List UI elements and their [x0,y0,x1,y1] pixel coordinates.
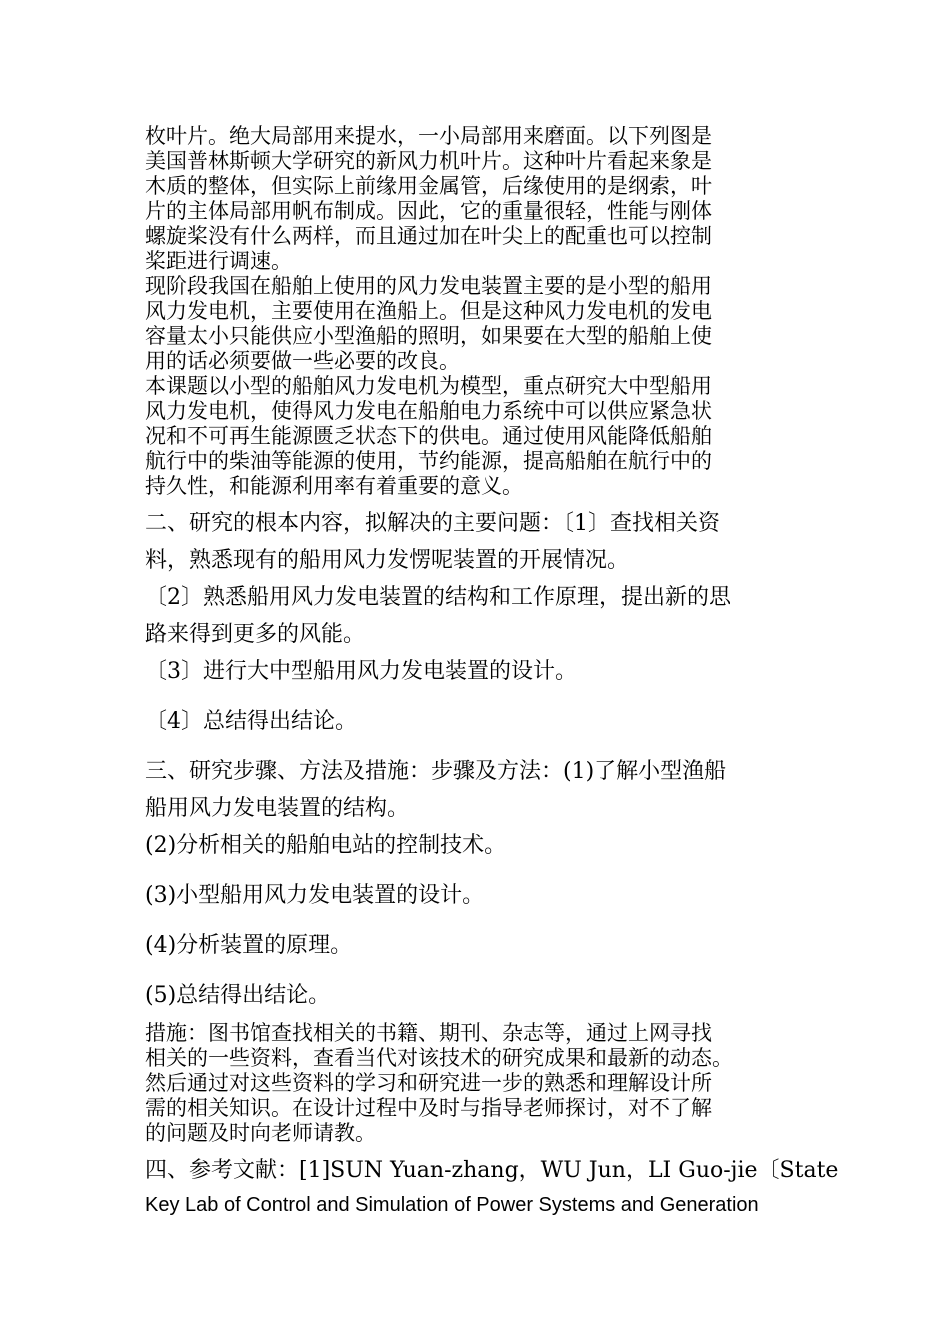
list-item: (4)分析装置的原理。 [145,933,353,958]
list-item: (2)分析相关的船舶电站的控制技术。 [145,833,507,858]
text-line: 片的主体局部用帆布制成。因此，它的重量很轻，性能与刚体 [145,199,712,223]
list-item: (5)总结得出结论。 [145,983,331,1008]
text-line: Key Lab of Control and Simulation of Power Systems and Generation [145,1194,759,1216]
list-item: 〔4〕总结得出结论。 [145,709,357,734]
section-heading-line: 四、参考文献：[1]SUN Yuan-zhang，WU Jun，LI Guo-jie〔State [145,1158,839,1183]
text-line: 风力发电机，使得风力发电在船舶电力系统中可以供应紧急状 [145,399,712,423]
section-heading-line: 三、研究步骤、方法及措施：步骤及方法：(1)了解小型渔船 [145,759,727,784]
text-line: 航行中的柴油等能源的使用，节约能源，提高船舶在航行中的 [145,449,712,473]
text-line: 的问题及时向老师请教。 [145,1121,376,1145]
text-line: 美国普林斯顿大学研究的新风力机叶片。这种叶片看起来象是 [145,149,712,173]
list-item: 〔2〕熟悉船用风力发电装置的结构和工作原理，提出新的思 [145,585,731,610]
list-item: (3)小型船用风力发电装置的设计。 [145,883,485,908]
text-line: 枚叶片。绝大局部用来提水，一小局部用来磨面。以下列图是 [145,124,712,148]
text-line: 容量太小只能供应小型渔船的照明，如果要在大型的船舶上使 [145,324,712,348]
text-line: 螺旋桨没有什么两样，而且通过加在叶尖上的配重也可以控制 [145,224,712,248]
text-line: 桨距进行调速。 [145,249,292,273]
list-item: 〔3〕进行大中型船用风力发电装置的设计。 [145,659,577,684]
text-line: 然后通过对这些资料的学习和研究进一步的熟悉和理解设计所 [145,1071,712,1095]
text-line: 持久性，和能源利用率有着重要的意义。 [145,474,523,498]
text-line: 用的话必须要做一些必要的改良。 [145,349,460,373]
section-heading-line: 二、研究的根本内容，拟解决的主要问题：〔1〕查找相关资 [145,511,720,536]
text-line: 风力发电机，主要使用在渔船上。但是这种风力发电机的发电 [145,299,712,323]
text-line: 措施：图书馆查找相关的书籍、期刊、杂志等，通过上网寻找 [145,1021,712,1045]
text-line: 相关的一些资料，查看当代对该技术的研究成果和最新的动态。 [145,1046,733,1070]
text-line: 料，熟悉现有的船用风力发愣呢装置的开展情况。 [145,548,630,573]
text-line: 况和不可再生能源匮乏状态下的供电。通过使用风能降低船舶 [145,424,712,448]
text-line: 路来得到更多的风能。 [145,622,366,647]
text-line: 需的相关知识。在设计过程中及时与指导老师探讨，对不了解 [145,1096,712,1120]
text-line: 木质的整体，但实际上前缘用金属管，后缘使用的是纲索，叶 [145,174,712,198]
text-line: 现阶段我国在船舶上使用的风力发电装置主要的是小型的船用 [145,274,712,298]
text-line: 本课题以小型的船舶风力发电机为模型，重点研究大中型船用 [145,374,712,398]
text-line: 船用风力发电装置的结构。 [145,796,410,821]
